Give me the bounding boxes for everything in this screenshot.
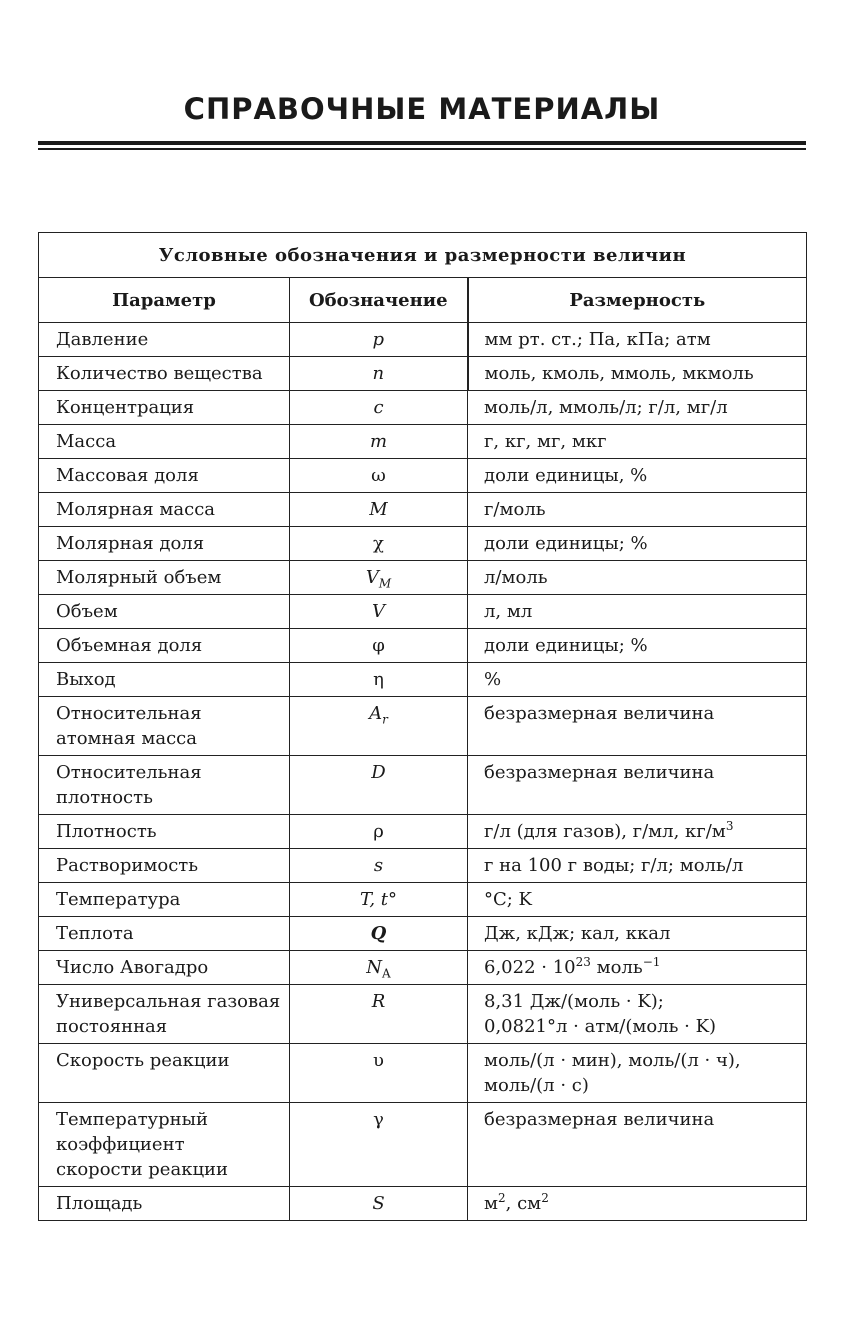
reference-table [38, 232, 807, 1221]
unit-superscript: 3 [725, 819, 734, 833]
param-cell: Теплота [39, 917, 290, 951]
table-row [39, 357, 807, 391]
param-cell: Массовая доля [39, 459, 290, 493]
param-cell: Молярный объем [39, 561, 290, 595]
symbol-cell: p [290, 323, 468, 357]
unit-cell: % [468, 663, 807, 697]
table-row [39, 493, 807, 527]
unit-cell: мм рт. ст.; Па, кПа; атм [468, 323, 807, 357]
unit-cell: моль/(л · мин), моль/(л · ч), моль/(л · с) [468, 1044, 807, 1103]
table-row [39, 951, 807, 985]
unit-cell: °C; K [468, 883, 807, 917]
symbol-cell: D [290, 756, 468, 815]
page-title: СПРАВОЧНЫЕ МАТЕРИАЛЫ [183, 92, 661, 126]
table-row [39, 849, 807, 883]
symbol-cell [290, 697, 468, 756]
param-cell: Универсальная газовая постоянная [39, 985, 290, 1044]
reference-table-container [38, 232, 806, 1221]
unit-cell: л/моль [468, 561, 807, 595]
table-row [39, 561, 807, 595]
param-cell: Число Авогадро [39, 951, 290, 985]
param-cell: Температурный коэффициент скорости реакции [39, 1103, 290, 1187]
symbol-subscript: M [378, 576, 392, 591]
table-row [39, 629, 807, 663]
param-cell: Объем [39, 595, 290, 629]
unit-cell: доли единицы, % [468, 459, 807, 493]
unit-superscript: 23 [575, 955, 591, 969]
param-cell: Скорость реакции [39, 1044, 290, 1103]
unit-cell: л, мл [468, 595, 807, 629]
symbol-cell: n [290, 357, 468, 391]
symbol-cell: υ [290, 1044, 468, 1103]
unit-cell [468, 815, 807, 849]
param-cell: Количество вещества [39, 357, 290, 391]
unit-superscript: 2 [498, 1191, 506, 1205]
symbol-cell: η [290, 663, 468, 697]
unit-text: м [484, 1193, 499, 1214]
symbol-subscript: A [382, 966, 391, 981]
table-row [39, 883, 807, 917]
symbol-base: V [365, 567, 379, 588]
symbol-cell: φ [290, 629, 468, 663]
unit-cell: г, кг, мг, мкг [468, 425, 807, 459]
param-cell: Молярная масса [39, 493, 290, 527]
table-row [39, 459, 807, 493]
title-rule-thick [38, 141, 806, 145]
param-cell: Объемная доля [39, 629, 290, 663]
table-row [39, 697, 807, 756]
table-row [39, 391, 807, 425]
unit-cell: моль, кмоль, ммоль, мкмоль [468, 357, 807, 391]
param-cell: Масса [39, 425, 290, 459]
table-row [39, 527, 807, 561]
symbol-cell: T, t° [290, 883, 468, 917]
param-cell: Плотность [39, 815, 290, 849]
symbol-cell: Q [290, 917, 468, 951]
table-row [39, 917, 807, 951]
param-cell: Молярная доля [39, 527, 290, 561]
unit-text: 6,022 · 10 [484, 957, 576, 978]
table-caption: Условные обозначения и размерности величин [39, 233, 807, 278]
unit-cell [468, 985, 807, 1044]
title-rule-thin [38, 148, 806, 150]
table-caption-row [39, 233, 807, 278]
param-cell: Концентрация [39, 391, 290, 425]
unit-cell: безразмерная величина [468, 756, 807, 815]
table-row [39, 815, 807, 849]
table-row [39, 663, 807, 697]
unit-text: , см [505, 1193, 542, 1214]
unit-cell: г/моль [468, 493, 807, 527]
unit-cell: Дж, кДж; кал, ккал [468, 917, 807, 951]
param-cell: Площадь [39, 1187, 290, 1221]
unit-cell: моль/л, ммоль/л; г/л, мг/л [468, 391, 807, 425]
table-row [39, 323, 807, 357]
unit-cell: доли единицы; % [468, 527, 807, 561]
table-row [39, 595, 807, 629]
symbol-cell: R [290, 985, 468, 1044]
param-cell: Давление [39, 323, 290, 357]
param-cell: Выход [39, 663, 290, 697]
symbol-cell: c [290, 391, 468, 425]
symbol-cell [290, 561, 468, 595]
unit-superscript: 2 [541, 1191, 549, 1205]
symbol-cell: s [290, 849, 468, 883]
unit-cell: г на 100 г воды; г/л; моль/л [468, 849, 807, 883]
symbol-cell: χ [290, 527, 468, 561]
symbol-cell [290, 951, 468, 985]
symbol-cell: γ [290, 1103, 468, 1187]
unit-line: 0,0821°л · атм/(моль · K) [484, 1016, 717, 1037]
symbol-cell: ρ [290, 815, 468, 849]
unit-tail-superscript: −1 [642, 955, 661, 969]
param-cell: Относительная атомная масса [39, 697, 290, 756]
unit-cell [468, 951, 807, 985]
table-row [39, 985, 807, 1044]
unit-cell: безразмерная величина [468, 1103, 807, 1187]
unit-cell [468, 1187, 807, 1221]
symbol-cell: V [290, 595, 468, 629]
symbol-cell: S [290, 1187, 468, 1221]
unit-cell: доли единицы; % [468, 629, 807, 663]
param-cell: Относительная плотность [39, 756, 290, 815]
symbol-subscript: r [382, 712, 388, 727]
param-cell: Температура [39, 883, 290, 917]
unit-tail: моль [590, 957, 643, 978]
unit-line: 8,31 Дж/(моль · K); [484, 991, 664, 1012]
table-row [39, 1187, 807, 1221]
table-header-row [39, 278, 807, 323]
symbol-base: N [366, 957, 383, 978]
table-row [39, 425, 807, 459]
table-row [39, 1044, 807, 1103]
header-unit: Размерность [468, 278, 807, 323]
symbol-cell: ω [290, 459, 468, 493]
unit-cell: безразмерная величина [468, 697, 807, 756]
symbol-cell: M [290, 493, 468, 527]
header-symbol: Обозначение [290, 278, 468, 323]
table-row [39, 756, 807, 815]
header-parameter: Параметр [39, 278, 290, 323]
param-cell: Растворимость [39, 849, 290, 883]
symbol-cell: m [290, 425, 468, 459]
unit-text: г/л (для газов), г/мл, кг/м [484, 821, 726, 842]
table-row [39, 1103, 807, 1187]
symbol-base: A [369, 703, 383, 724]
